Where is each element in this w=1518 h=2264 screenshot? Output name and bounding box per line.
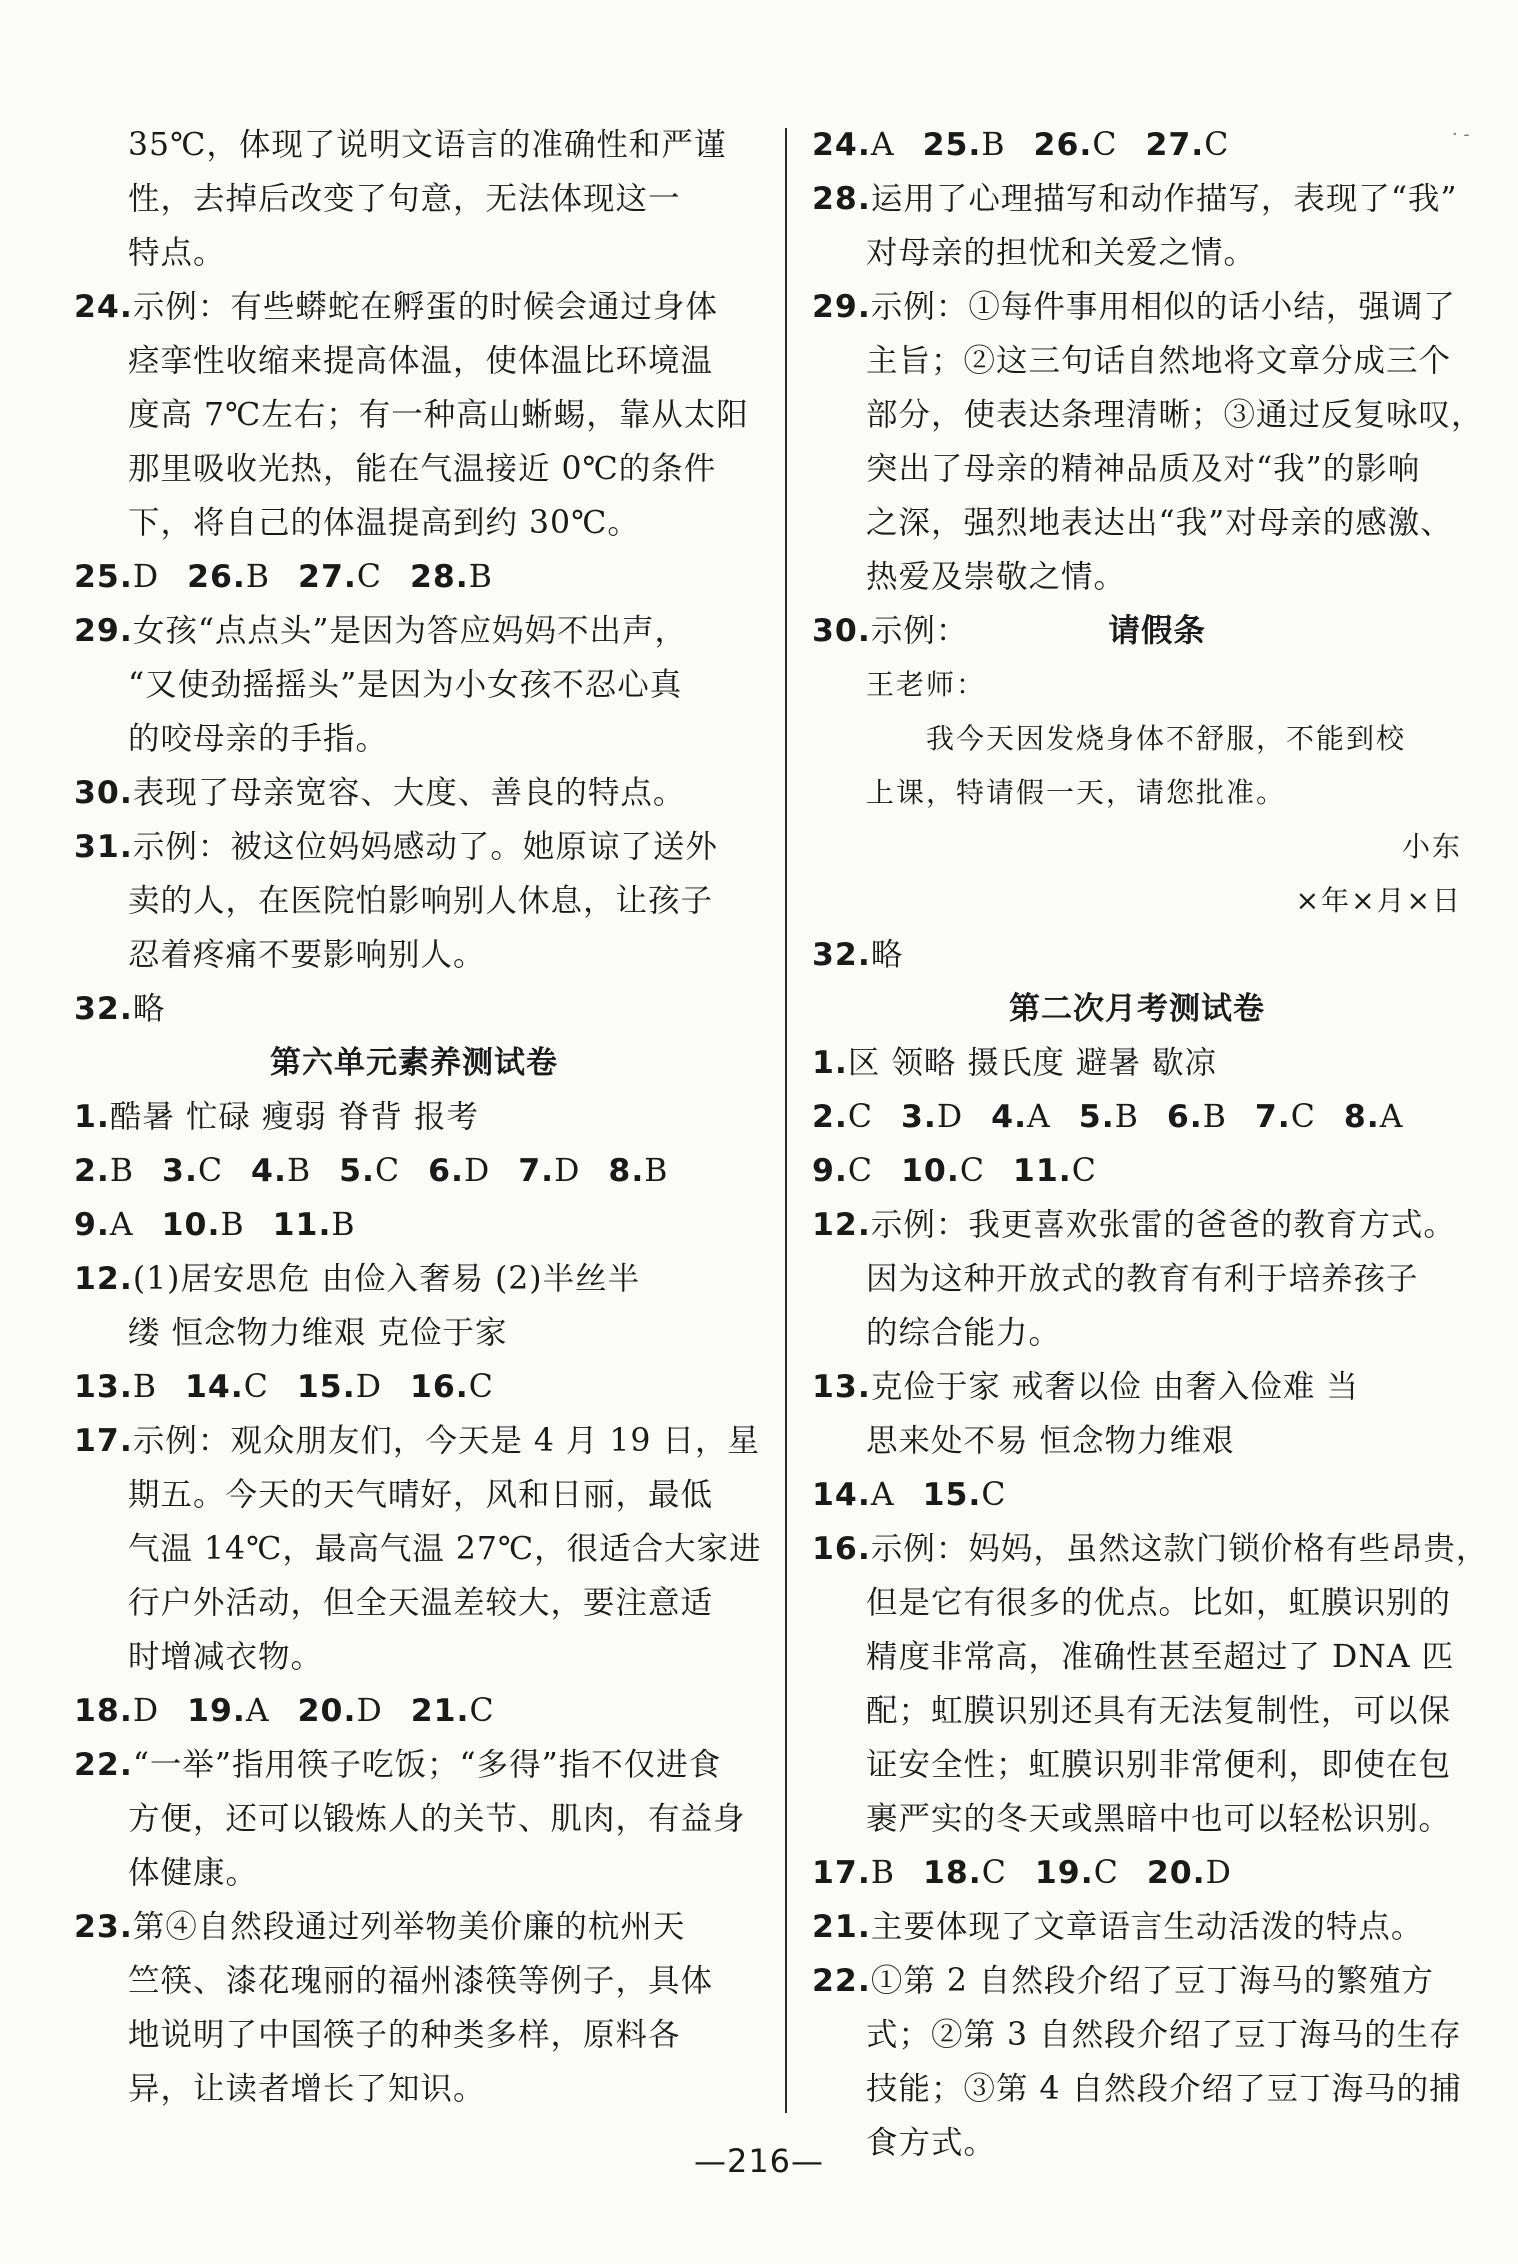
answer-line-continued: 对母亲的担忧和关爱之情。 (866, 235, 1257, 271)
answer-text: 示例：妈妈，虽然这款门锁价格有些昂贵， (870, 1531, 1489, 1567)
answer-line-continued: 气温 14℃，最高气温 27℃，很适合大家进 (128, 1531, 762, 1567)
answer-letter: B (870, 1855, 895, 1891)
answer-line-continued: 期五。今天的天气晴好，风和日丽，最低 (128, 1477, 714, 1513)
answer-item (812, 172, 1462, 226)
answer-letter: C (847, 1153, 873, 1189)
answer-letter: A (870, 127, 895, 163)
answer-letter: C (469, 1693, 495, 1729)
question-number: 3. (162, 1153, 198, 1189)
choice-answer (812, 1144, 873, 1198)
choice-answers-row (812, 1144, 1462, 1198)
answer-line-continued: 痉挛性收缩来提高体温，使体温比环境温 (128, 343, 714, 379)
choice-answers-row (812, 1846, 1462, 1900)
choice-answer (901, 1144, 985, 1198)
question-number: 1. (812, 1045, 848, 1081)
choice-answer (74, 550, 159, 604)
answer-line-continued: 裹严实的冬天或黑暗中也可以轻松识别。 (866, 1801, 1452, 1837)
answer-item (812, 604, 1462, 658)
answer-line-continued: 主旨；②这三句话自然地将文章分成三个 (866, 343, 1452, 379)
answer-letter: B (220, 1207, 245, 1243)
answer-letter: C (981, 1477, 1007, 1513)
choice-answer (74, 1198, 134, 1252)
choice-answers-row (812, 1090, 1462, 1144)
answer-text: 示例：观众朋友们，今天是 4 月 19 日，星 (132, 1423, 760, 1459)
question-number: 4. (251, 1153, 287, 1189)
answer-item (812, 928, 1462, 982)
choice-answer (1147, 1846, 1232, 1900)
choice-answer (428, 1144, 490, 1198)
question-number: 28. (812, 181, 871, 217)
choice-answer (1079, 1090, 1139, 1144)
answer-text: 表现了母亲宽容、大度、善良的特点。 (132, 775, 686, 811)
question-number: 9. (74, 1207, 110, 1243)
answer-letter: C (1204, 127, 1230, 163)
question-number: 15. (296, 1369, 356, 1405)
answer-item (812, 1522, 1489, 1576)
choice-answer (339, 1144, 400, 1198)
question-number: 2. (812, 1099, 848, 1135)
question-number: 31. (74, 829, 133, 865)
answer-letter: B (1114, 1099, 1139, 1135)
choice-answer (185, 1360, 269, 1414)
choice-answer (273, 1198, 356, 1252)
answer-letter: D (1205, 1855, 1232, 1891)
choice-answer (1145, 118, 1229, 172)
answer-letter: C (981, 1855, 1007, 1891)
choice-answer (923, 1468, 1007, 1522)
answer-text: 示例：被这位妈妈感动了。她原谅了送外 (132, 829, 718, 865)
answer-item (74, 820, 754, 874)
question-number: 8. (608, 1153, 645, 1189)
question-number: 27. (1145, 127, 1205, 163)
answer-letter: B (245, 559, 271, 595)
leave-note-title: 请假条 (1108, 613, 1206, 649)
question-number: 6. (1166, 1099, 1203, 1135)
answer-line-continued: 配；虹膜识别还具有无法复制性，可以保 (866, 1693, 1452, 1729)
answer-letter: C (1093, 1855, 1119, 1891)
choice-answer (901, 1090, 963, 1144)
choice-answer (74, 1360, 157, 1414)
answer-letter: C (356, 559, 382, 595)
answer-letter: C (1071, 1153, 1097, 1189)
page-number: —216— (693, 2142, 825, 2180)
answer-item (812, 280, 1462, 334)
answer-line-continued: 之深，强烈地表达出“我”对母亲的感激、 (866, 505, 1453, 541)
answer-line-continued: 下，将自己的体温提高到约 30℃。 (128, 505, 640, 541)
answer-item (812, 1036, 1462, 1090)
answer-text: 克俭于家 戒奢以俭 由奢入俭难 当 (870, 1369, 1359, 1405)
answer-item (812, 1900, 1462, 1954)
choice-answer (812, 1090, 873, 1144)
leave-note-line: 王老师： (866, 668, 987, 701)
answer-text: 第④自然段通过列举物美价廉的杭州天 (132, 1909, 686, 1945)
answer-letter: C (468, 1369, 494, 1405)
answer-text: 示例：有些蟒蛇在孵蛋的时候会通过身体 (132, 289, 718, 325)
question-number: 16. (409, 1369, 469, 1405)
choice-answer (410, 550, 493, 604)
answer-letter: B (644, 1153, 669, 1189)
question-number: 29. (74, 613, 133, 649)
question-number: 18. (922, 1855, 982, 1891)
question-number: 12. (812, 1207, 871, 1243)
choice-answer (812, 118, 895, 172)
answer-line-continued: 体健康。 (128, 1855, 259, 1891)
choice-answer (298, 550, 382, 604)
choice-answer (812, 1468, 895, 1522)
leave-note-line: 我今天因发烧身体不舒服，不能到校 (926, 722, 1407, 755)
question-number: 21. (812, 1909, 871, 1945)
answer-line-continued: 竺筷、漆花瑰丽的福州漆筷等例子，具体 (128, 1963, 714, 1999)
choice-answer (991, 1090, 1051, 1144)
answer-text: 示例：①每件事用相似的话小结，强调了 (870, 289, 1456, 325)
section-heading: 第二次月考测试卷 (1009, 991, 1265, 1027)
question-number: 7. (1254, 1099, 1291, 1135)
choice-answers-row (812, 1468, 1462, 1522)
answer-letter: B (331, 1207, 356, 1243)
answer-text: 主要体现了文章语言生动活泼的特点。 (870, 1909, 1424, 1945)
answer-item (74, 1090, 754, 1144)
answer-text: 示例：我更喜欢张雷的爸爸的教育方式。 (870, 1207, 1456, 1243)
answer-item (812, 1954, 1462, 2008)
answer-line-continued: 性，去掉后改变了句意，无法体现这一 (128, 181, 681, 217)
question-number: 17. (74, 1423, 133, 1459)
choice-answer (297, 1360, 382, 1414)
answer-line-continued: 食方式。 (866, 2125, 997, 2161)
answer-line-continued: 忍着疼痛不要影响别人。 (128, 937, 486, 973)
choice-answer (1034, 118, 1118, 172)
answer-letter: A (870, 1477, 895, 1513)
answer-letter: A (245, 1693, 270, 1729)
question-number: 20. (1146, 1855, 1206, 1891)
answer-line-continued: 精度非常高，准确性甚至超过了 DNA 匹 (866, 1639, 1455, 1675)
answer-letter: C (243, 1369, 269, 1405)
answer-line-continued: 方便，还可以锻炼人的关节、肌肉，有益身 (128, 1801, 746, 1837)
question-number: 18. (74, 1693, 133, 1729)
question-number: 26. (187, 559, 246, 595)
choice-answers-row (74, 1684, 754, 1738)
answer-text: 略 (132, 991, 166, 1027)
choice-answer (518, 1144, 580, 1198)
choice-answers-row (74, 1360, 754, 1414)
question-number: 14. (184, 1369, 244, 1405)
answer-line-continued: 时增减衣物。 (128, 1639, 324, 1675)
question-number: 12. (74, 1261, 133, 1297)
question-number: 26. (1033, 127, 1093, 163)
answer-letter: B (1202, 1099, 1227, 1135)
choice-answer (162, 1198, 245, 1252)
answer-item (74, 982, 754, 1036)
answer-text: “一举”指用筷子吃饭；“多得”指不仅进食 (132, 1747, 722, 1783)
question-number: 30. (812, 613, 871, 649)
choice-answer (1255, 1090, 1316, 1144)
answer-line-continued: 的综合能力。 (866, 1315, 1062, 1351)
question-number: 28. (409, 559, 469, 595)
question-number: 17. (812, 1855, 871, 1891)
answer-text: (1)居安思危 由俭入奢易 (2)半丝半 (132, 1261, 641, 1297)
answer-text: 运用了心理描写和动作描写，表现了“我” (870, 181, 1458, 217)
choice-answers-row (74, 1144, 754, 1198)
choice-answer (923, 1846, 1007, 1900)
choice-answer (187, 550, 270, 604)
answer-line-continued: 部分，使表达条理清晰；③通过反复咏叹， (866, 397, 1484, 433)
choice-answer (411, 1684, 495, 1738)
question-number: 25. (922, 127, 982, 163)
question-number: 24. (74, 289, 133, 325)
answer-line-continued: 35℃，体现了说明文语言的准确性和严谨 (128, 127, 727, 163)
answer-line-continued: 缕 恒念物力维艰 克俭于家 (128, 1315, 508, 1351)
choice-answer (608, 1144, 668, 1198)
answer-letter: C (959, 1153, 985, 1189)
question-number: 6. (428, 1153, 464, 1189)
answer-letter: C (197, 1153, 224, 1189)
answer-line-continued: 热爱及崇敬之情。 (866, 559, 1127, 595)
answer-text: ①第 2 自然段介绍了豆丁海马的繁殖方 (870, 1963, 1434, 1999)
question-number: 29. (812, 289, 871, 325)
answer-letter: C (847, 1099, 873, 1135)
left-column (74, 118, 762, 2116)
answer-item (74, 1414, 760, 1468)
question-number: 16. (812, 1531, 871, 1567)
answer-line-continued: 特点。 (128, 235, 226, 271)
answer-line-continued: 技能；③第 4 自然段介绍了豆丁海马的捕 (866, 2071, 1462, 2107)
question-number: 30. (74, 775, 133, 811)
corner-mark: · - (1452, 124, 1470, 145)
question-number: 27. (298, 559, 357, 595)
question-number: 3. (901, 1099, 937, 1135)
answer-line-continued: 证安全性；虹膜识别非常便利，即使在包 (866, 1747, 1452, 1783)
question-number: 9. (812, 1153, 848, 1189)
answer-line-continued: 突出了母亲的精神品质及对“我”的影响 (866, 451, 1421, 487)
answer-line-continued: 的咬母亲的手指。 (128, 721, 389, 757)
choice-answers-row (74, 1198, 754, 1252)
answer-text: 区 领略 摄氏度 避暑 歇凉 (847, 1045, 1217, 1081)
question-number: 2. (74, 1153, 110, 1189)
answer-letter: D (356, 1693, 383, 1729)
choice-answer (812, 1846, 895, 1900)
answer-letter: D (463, 1153, 491, 1189)
answer-letter: A (109, 1207, 134, 1243)
answer-line-continued: 地说明了中国筷子的种类多样，原料各 (128, 2017, 681, 2053)
answer-letter: D (132, 1693, 160, 1729)
answer-item (74, 1252, 754, 1306)
choice-answer (251, 1144, 311, 1198)
answer-letter: B (132, 1369, 157, 1405)
answer-letter: D (554, 1153, 581, 1189)
question-number: 14. (812, 1477, 871, 1513)
choice-answers-row (812, 118, 1462, 172)
answer-text: 酷暑 忙碌 瘦弱 脊背 报考 (109, 1099, 479, 1135)
answer-letter: C (1290, 1099, 1316, 1135)
leave-note-line: 上课，特请假一天，请您批准。 (866, 776, 1287, 809)
answer-line-continued: 异，让读者增长了知识。 (128, 2071, 486, 2107)
question-number: 19. (187, 1693, 246, 1729)
question-number: 13. (74, 1369, 133, 1405)
question-number: 4. (991, 1099, 1028, 1135)
answer-letter: D (355, 1369, 382, 1405)
answer-item (74, 604, 754, 658)
answer-line-continued: 式；②第 3 自然段介绍了豆丁海马的生存 (866, 2017, 1462, 2053)
question-number: 7. (518, 1153, 555, 1189)
answer-line-continued: 思来处不易 恒念物力维艰 (866, 1423, 1235, 1459)
answer-line-continued: 但是它有很多的优点。比如，虹膜识别的 (866, 1585, 1452, 1621)
choice-answer (923, 118, 1006, 172)
answer-letter: B (109, 1153, 135, 1189)
column-divider (785, 128, 787, 2113)
question-number: 8. (1343, 1099, 1380, 1135)
answer-line-continued: 卖的人，在医院怕影响别人休息，让孩子 (128, 883, 714, 919)
choice-answer (1167, 1090, 1227, 1144)
answer-text: 示例： (870, 613, 969, 649)
question-number: 10. (161, 1207, 221, 1243)
choice-answer (162, 1144, 223, 1198)
answer-line-continued: “又使劲摇摇头”是因为小女孩不忍心真 (128, 667, 683, 703)
question-number: 5. (1078, 1099, 1115, 1135)
leave-note-signature: ×年×月×日 (1295, 884, 1462, 917)
question-number: 20. (297, 1693, 357, 1729)
question-number: 5. (339, 1153, 375, 1189)
answer-line-continued: 度高 7℃左右；有一种高山蜥蜴，靠从太阳 (128, 397, 749, 433)
answer-letter: B (286, 1153, 312, 1189)
answer-letter: D (132, 559, 160, 595)
question-number: 21. (410, 1693, 470, 1729)
question-number: 23. (74, 1909, 133, 1945)
answer-item (74, 280, 754, 334)
answer-line-continued: 那里吸收光热，能在气温接近 0℃的条件 (128, 451, 717, 487)
answer-letter: C (374, 1153, 401, 1189)
question-number: 10. (901, 1153, 960, 1189)
question-number: 25. (74, 559, 133, 595)
question-number: 13. (812, 1369, 871, 1405)
choice-answer (1035, 1846, 1119, 1900)
question-number: 32. (74, 991, 133, 1027)
choice-answer (187, 1684, 270, 1738)
answer-letter: C (1092, 127, 1118, 163)
answer-text: 女孩“点点头”是因为答应妈妈不出声， (132, 613, 688, 649)
question-number: 15. (922, 1477, 982, 1513)
answer-item (74, 1738, 754, 1792)
question-number: 11. (272, 1207, 332, 1243)
choice-answers-row (74, 550, 754, 604)
choice-answer (1344, 1090, 1404, 1144)
answer-letter: A (1027, 1099, 1051, 1135)
question-number: 32. (812, 937, 871, 973)
answer-item (74, 766, 754, 820)
answer-item (812, 1360, 1462, 1414)
question-number: 1. (74, 1099, 110, 1135)
answer-item (74, 1900, 754, 1954)
question-number: 11. (1012, 1153, 1072, 1189)
question-number: 19. (1034, 1855, 1094, 1891)
leave-note-signature: 小东 (1401, 830, 1462, 863)
section-heading: 第六单元素养测试卷 (270, 1045, 558, 1081)
answer-letter: B (981, 127, 1006, 163)
answer-letter: A (1379, 1099, 1404, 1135)
question-number: 24. (812, 127, 871, 163)
answer-text: 略 (870, 937, 904, 973)
answer-line-continued: 行户外活动，但全天温差较大，要注意适 (128, 1585, 714, 1621)
question-number: 22. (74, 1747, 133, 1783)
answer-line-continued: 因为这种开放式的教育有利于培养孩子 (866, 1261, 1419, 1297)
choice-answer (74, 1144, 134, 1198)
choice-answer (74, 1684, 159, 1738)
choice-answer (298, 1684, 383, 1738)
right-column (812, 118, 1489, 2170)
answer-item (812, 1198, 1462, 1252)
question-number: 22. (812, 1963, 871, 1999)
answer-letter: B (468, 559, 493, 595)
answer-letter: D (936, 1099, 964, 1135)
choice-answer (1013, 1144, 1097, 1198)
choice-answer (410, 1360, 494, 1414)
